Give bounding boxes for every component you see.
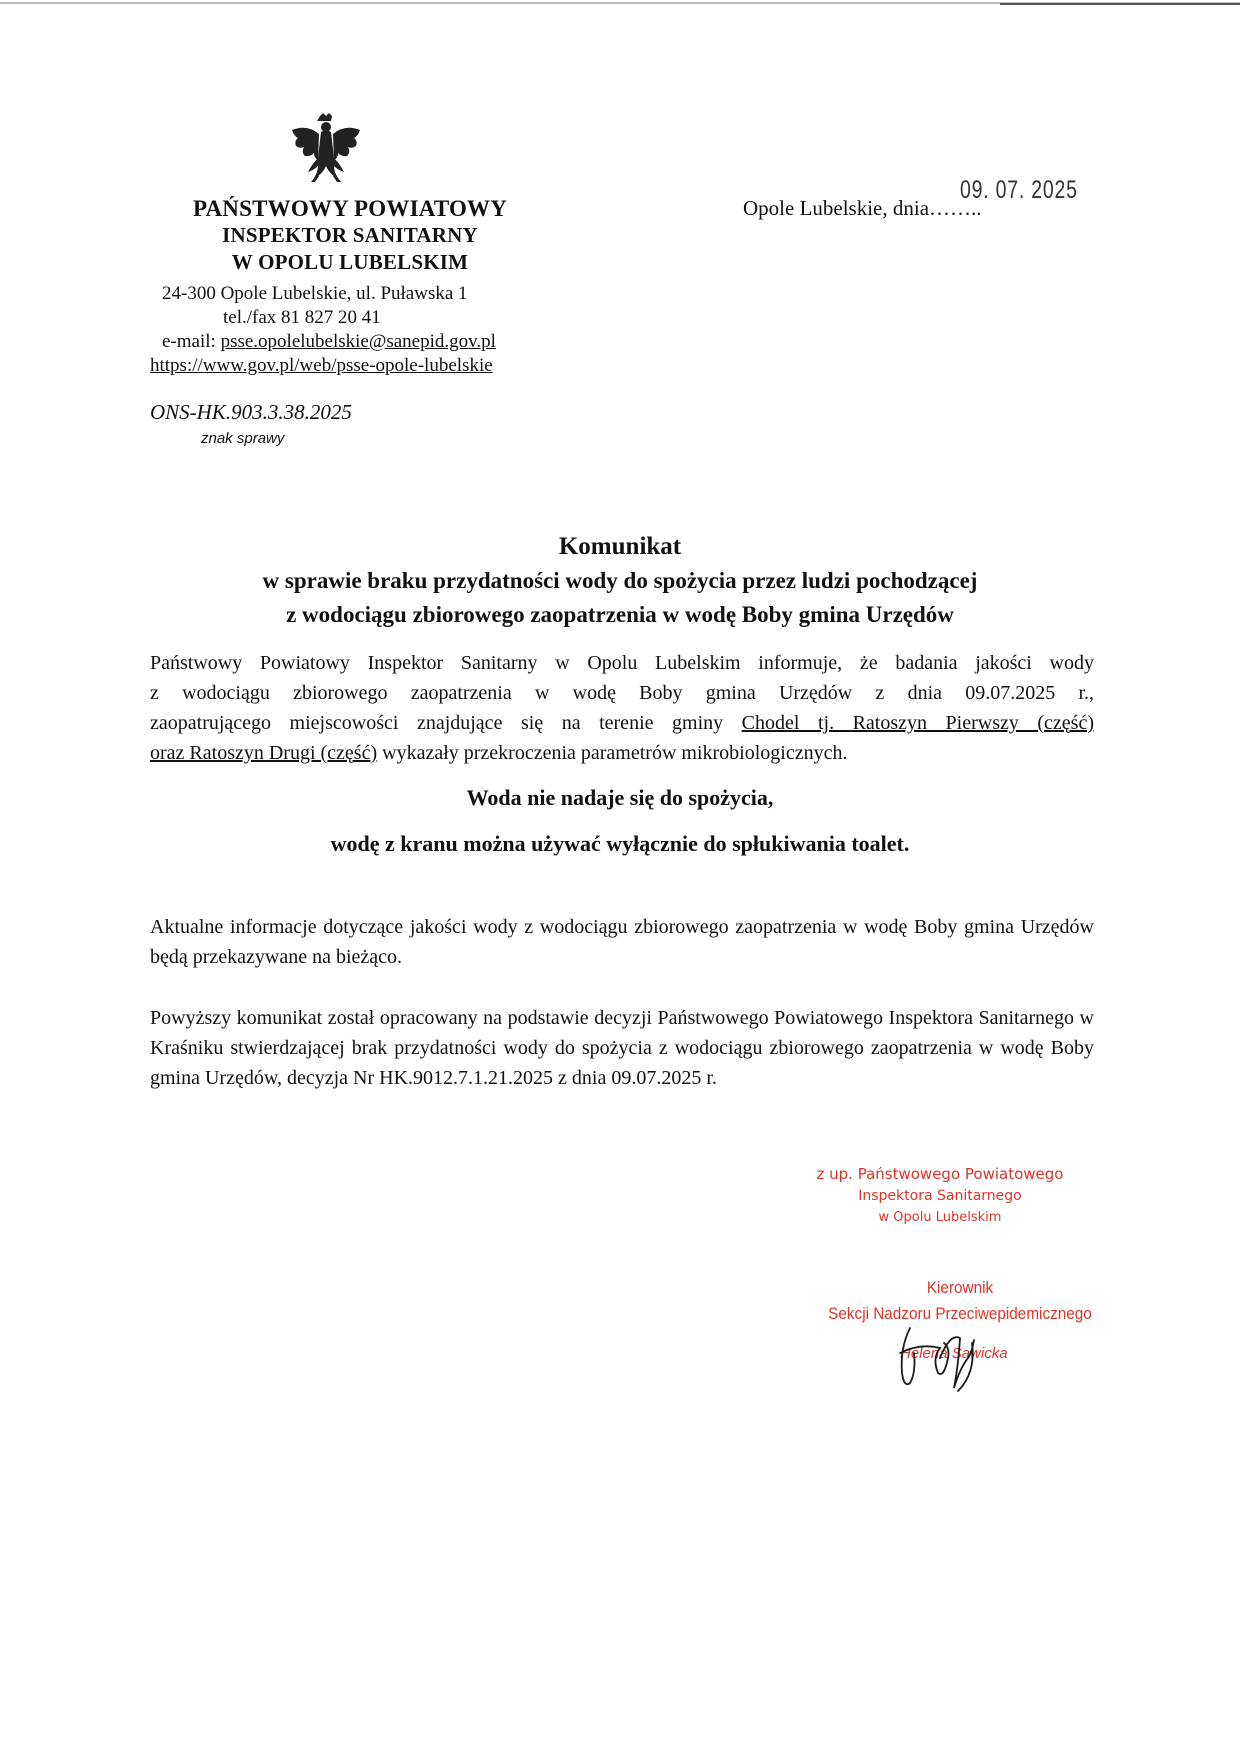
document-title	[150, 530, 1090, 632]
institution-name	[150, 195, 550, 276]
stamp-line-2: Inspektora Sanitarnego	[858, 1188, 1022, 1204]
findings-locations-1: Chodel tj. Ratoszyn Pierwszy (część)	[741, 712, 1094, 734]
scan-edge-line-dark	[1000, 3, 1240, 5]
institution-line-2: INSPEKTOR SANITARNY	[222, 223, 478, 247]
findings-line-4-text: wykazały przekroczenia parametrów mikrobiologicznych.	[377, 742, 848, 764]
case-number-label: znak sprawy	[201, 430, 285, 447]
signatory-name: Helena Sawicka	[900, 1345, 1008, 1362]
title-line-3: z wodociągu zbiorowego zaopatrzenia w wodę Boby gmina Urzędów	[286, 602, 954, 627]
role-line-1: Kierownik	[926, 1278, 994, 1297]
website-link[interactable]: https://www.gov.pl/web/psse-opole-lubelskie	[150, 355, 493, 376]
findings-line-4	[150, 738, 1094, 768]
phone-number: tel./fax 81 827 20 41	[223, 307, 381, 328]
email-label: e-mail:	[162, 331, 221, 352]
findings-locations-2: oraz Ratoszyn Drugi (część)	[150, 742, 378, 764]
case-number: ONS-HK.903.3.38.2025	[150, 400, 352, 424]
title-line-2: w sprawie braku przydatności wody do spożycia przez ludzi pochodzącej	[262, 568, 978, 593]
email-link[interactable]: psse.opolelubelskie@sanepid.gov.pl	[220, 331, 496, 352]
stamp-line-3: w Opolu Lubelskim	[878, 1210, 1002, 1225]
paragraph-updates: Aktualne informacje dotyczące jakości wody z wodociągu zbiorowego zaopatrzenia w wodę Boby gmina Urzędów będą przekazywane na bieżąco.	[150, 916, 1094, 968]
handwritten-signature-icon	[880, 1318, 1010, 1393]
institution-line-1: PAŃSTWOWY POWIATOWY	[192, 196, 508, 221]
paragraph-legal-basis: Powyższy komunikat został opracowany na podstawie decyzji Państwowego Powiatowego Inspektora Sanitarnego w Kraśniku stwierdzającej brak przydatności wody do spożycia z wodociągu zbiorowego zaopatrzenia w wodę Boby gmina Urzędów, decyzja Nr HK.9012.7.1.21.2025 z dnia 09.07.2025 r.	[150, 1007, 1094, 1089]
title-line-1: Komunikat	[558, 533, 682, 560]
findings-line-2: z wodociągu zbiorowego zaopatrzenia w wodę Boby gmina Urzędów z dnia 09.07.2025 r.,	[150, 682, 1094, 704]
role-line-2: Sekcji Nadzoru Przeciwepidemicznego	[828, 1304, 1092, 1323]
findings-line-3	[150, 708, 1094, 738]
institution-line-3: W OPOLU LUBELSKIM	[231, 250, 469, 274]
place-and-date: Opole Lubelskie, dnia……..	[743, 196, 982, 220]
contact-block	[150, 282, 530, 378]
authorization-stamp	[760, 1163, 1120, 1229]
stamp-line-1: z up. Państwowego Powiatowego	[816, 1165, 1064, 1183]
warning-line-2: wodę z kranu można używać wyłącznie do spłukiwania toalet.	[330, 831, 910, 856]
email-line	[150, 330, 530, 354]
paragraph-findings	[150, 648, 1094, 768]
findings-line-3-text: zaopatrującego miejscowości znajdujące się na terenie gminy	[150, 712, 742, 734]
polish-eagle-emblem-icon	[288, 112, 364, 188]
findings-line-1: Państwowy Powiatowy Inspektor Sanitarny w Opolu Lubelskim informuje, że badania jakości wody	[150, 652, 1094, 674]
warning-line-1: Woda nie nadaje się do spożycia,	[466, 785, 774, 810]
postal-address: 24-300 Opole Lubelskie, ul. Puławska 1	[162, 283, 468, 304]
stamped-date: 09. 07. 2025	[960, 176, 1078, 204]
